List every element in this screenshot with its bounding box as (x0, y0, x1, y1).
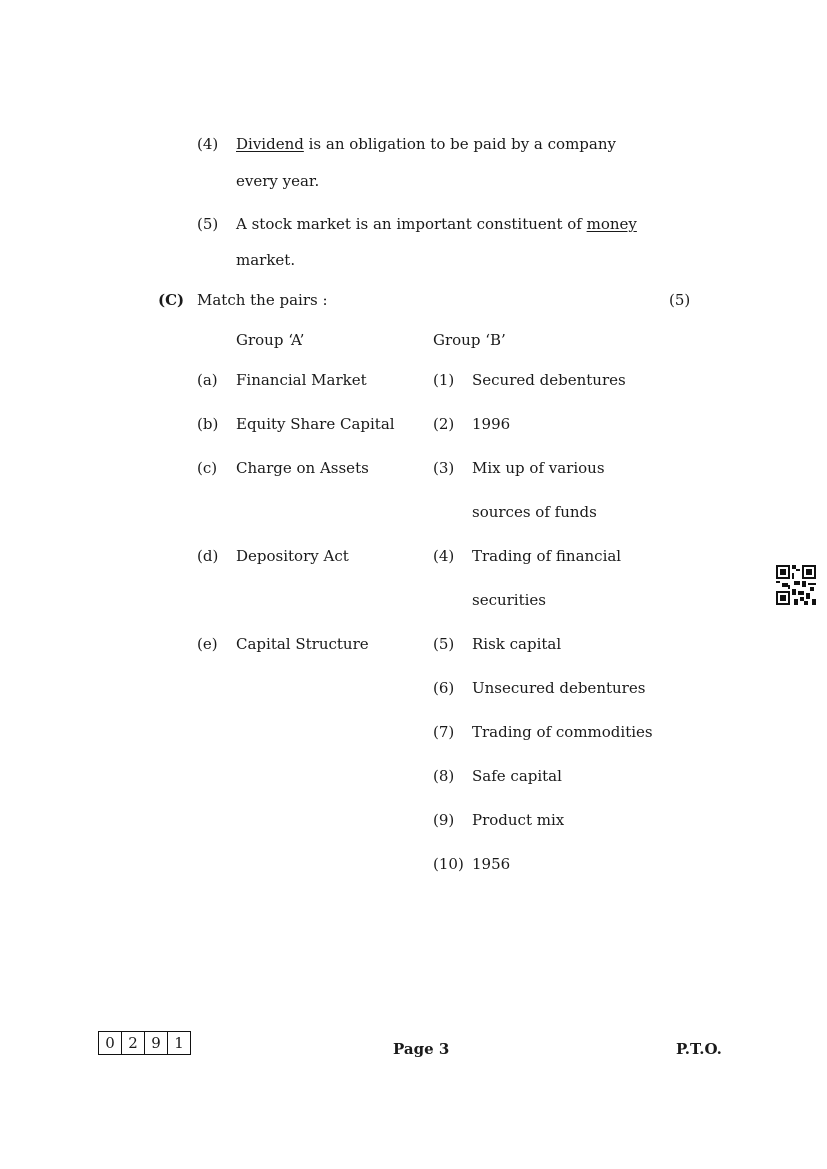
group-b-number: (7) (433, 723, 455, 741)
item-4-underlined-term: Dividend (236, 135, 304, 153)
group-b-number: (5) (433, 635, 455, 653)
group-a-text: Financial Market (236, 371, 367, 389)
group-b-text: Risk capital (472, 635, 562, 653)
group-a-header: Group ‘A’ (236, 331, 305, 349)
group-b-number: (8) (433, 767, 455, 785)
group-b-number: (3) (433, 459, 455, 477)
group-a-letter: (a) (197, 371, 218, 389)
section-c-title: Match the pairs : (197, 291, 328, 309)
group-b-number: (1) (433, 371, 455, 389)
qr-code-icon (776, 565, 816, 605)
code-digit: 2 (122, 1032, 145, 1054)
section-c-marks: (5) (669, 291, 691, 309)
code-digit: 0 (99, 1032, 122, 1054)
group-b-text: Mix up of various (472, 459, 605, 477)
paper-code-box (98, 1031, 191, 1055)
item-5-number: (5) (197, 215, 219, 233)
pto-label: P.T.O. (676, 1040, 722, 1058)
group-a-letter: (c) (197, 459, 218, 477)
item-5-continuation: market. (236, 251, 296, 269)
group-b-text: Trading of commodities (472, 723, 653, 741)
item-5-underlined-term: money (586, 215, 637, 233)
group-a-letter: (d) (197, 547, 219, 565)
group-b-header: Group ‘B’ (433, 331, 506, 349)
group-b-number: (10) (433, 855, 464, 873)
group-b-number: (2) (433, 415, 455, 433)
group-a-text: Charge on Assets (236, 459, 369, 477)
page-number: Page 3 (393, 1040, 450, 1058)
item-4-rest: is an obligation to be paid by a company (303, 135, 616, 153)
item-5-lead: A stock market is an important constituent of (236, 215, 587, 233)
group-b-text: Trading of financial (472, 547, 622, 565)
item-4-continuation: every year. (236, 172, 320, 190)
group-b-text: 1956 (472, 855, 511, 873)
code-digit: 9 (145, 1032, 168, 1054)
item-4-number: (4) (197, 135, 219, 153)
item-4-text (236, 135, 616, 153)
group-b-text-continuation: sources of funds (472, 503, 597, 521)
group-b-text: Product mix (472, 811, 565, 829)
group-b-text: Unsecured debentures (472, 679, 646, 697)
group-b-number: (9) (433, 811, 455, 829)
group-a-letter: (b) (197, 415, 219, 433)
section-c-label: (C) (158, 291, 185, 309)
group-b-number: (4) (433, 547, 455, 565)
group-b-text-continuation: securities (472, 591, 547, 609)
group-b-text: Secured debentures (472, 371, 626, 389)
group-b-text: Safe capital (472, 767, 562, 785)
group-a-text: Capital Structure (236, 635, 369, 653)
group-a-letter: (e) (197, 635, 218, 653)
group-a-text: Depository Act (236, 547, 349, 565)
group-b-number: (6) (433, 679, 455, 697)
code-digit: 1 (174, 1034, 184, 1052)
group-a-text: Equity Share Capital (236, 415, 395, 433)
item-5-text (236, 215, 637, 233)
group-b-text: 1996 (472, 415, 511, 433)
